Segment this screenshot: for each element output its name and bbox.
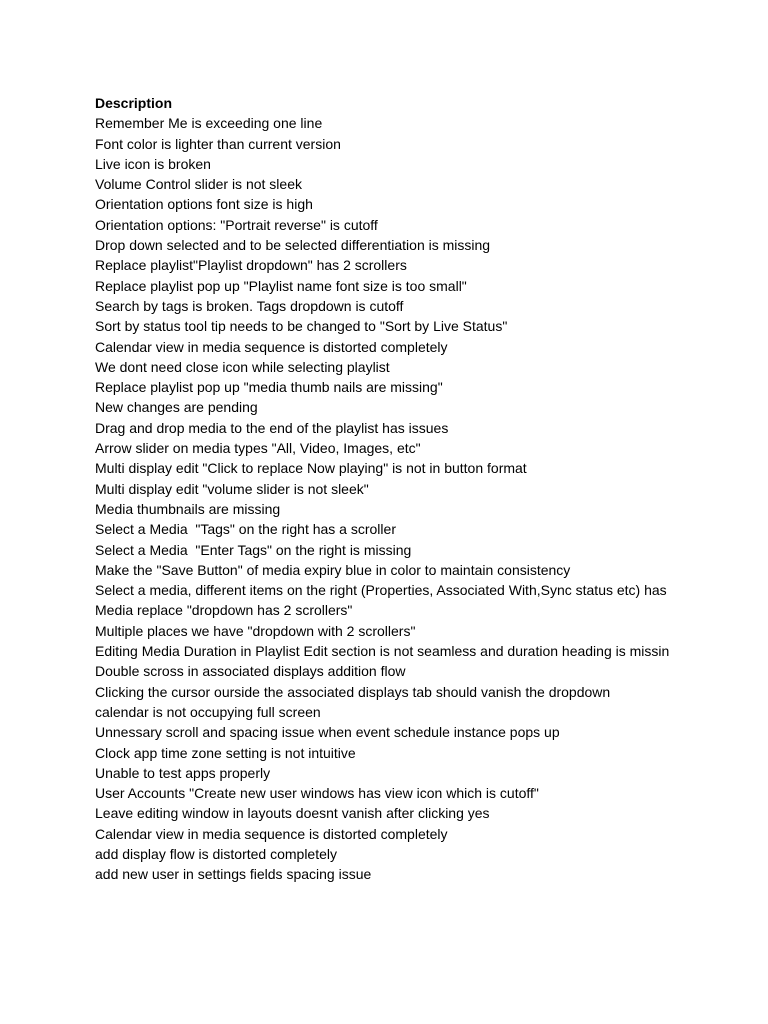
description-item: Media replace "dropdown has 2 scrollers" xyxy=(95,602,353,619)
description-item: Clock app time zone setting is not intuitive xyxy=(95,744,356,761)
description-item: Remember Me is exceeding one line xyxy=(95,115,323,132)
description-item: Select a media, different items on the right (Properties, Associated With,Sync status etc) has xyxy=(95,582,667,599)
description-item: New changes are pending xyxy=(95,399,258,416)
description-item: Multi display edit "Click to replace Now playing" is not in button format xyxy=(95,460,527,477)
description-item: User Accounts "Create new user windows has view icon which is cutoff" xyxy=(95,785,539,802)
description-item: calendar is not occupying full screen xyxy=(95,703,321,720)
description-item: Orientation options font size is high xyxy=(95,196,313,213)
description-item: Select a Media "Tags" on the right has a scroller xyxy=(95,521,396,538)
description-item: add new user in settings fields spacing issue xyxy=(95,866,372,883)
description-item: Editing Media Duration in Playlist Edit section is not seamless and duration heading is missin xyxy=(95,643,670,660)
description-item: Select a Media "Enter Tags" on the right is missing xyxy=(95,541,412,558)
description-item: Multiple places we have "dropdown with 2 scrollers" xyxy=(95,622,416,639)
description-item: We dont need close icon while selecting playlist xyxy=(95,358,390,375)
description-item: Drag and drop media to the end of the playlist has issues xyxy=(95,419,449,436)
description-item: Multi display edit "volume slider is not sleek" xyxy=(95,480,369,497)
description-item: Replace playlist"Playlist dropdown" has 2 scrollers xyxy=(95,257,407,274)
description-item: Clicking the cursor ourside the associated displays tab should vanish the dropdown xyxy=(95,683,611,700)
description-item: Replace playlist pop up "media thumb nails are missing" xyxy=(95,379,443,396)
description-heading: Description xyxy=(95,95,173,111)
description-item: Unnessary scroll and spacing issue when event schedule instance pops up xyxy=(95,724,560,741)
description-item: Orientation options: "Portrait reverse" is cutoff xyxy=(95,216,378,233)
description-item: Calendar view in media sequence is distorted completely xyxy=(95,338,448,355)
description-item: Make the "Save Button" of media expiry blue in color to maintain consistency xyxy=(95,561,571,578)
description-item: Drop down selected and to be selected differentiation is missing xyxy=(95,237,491,254)
description-item: Arrow slider on media types "All, Video, Images, etc" xyxy=(95,440,421,457)
description-list xyxy=(95,93,755,885)
description-item: Font color is lighter than current version xyxy=(95,135,341,152)
description-item: Replace playlist pop up "Playlist name font size is too small" xyxy=(95,277,467,294)
description-item: Leave editing window in layouts doesnt vanish after clicking yes xyxy=(95,805,490,822)
description-item: Double scross in associated displays addition flow xyxy=(95,663,406,680)
description-item: add display flow is distorted completely xyxy=(95,845,338,862)
description-item: Sort by status tool tip needs to be changed to "Sort by Live Status" xyxy=(95,318,508,335)
description-item: Volume Control slider is not sleek xyxy=(95,176,302,193)
description-item: Calendar view in media sequence is distorted completely xyxy=(95,825,448,842)
description-item: Unable to test apps properly xyxy=(95,764,271,781)
description-item: Search by tags is broken. Tags dropdown is cutoff xyxy=(95,297,404,314)
description-item: Live icon is broken xyxy=(95,155,211,172)
description-item: Media thumbnails are missing xyxy=(95,500,281,517)
